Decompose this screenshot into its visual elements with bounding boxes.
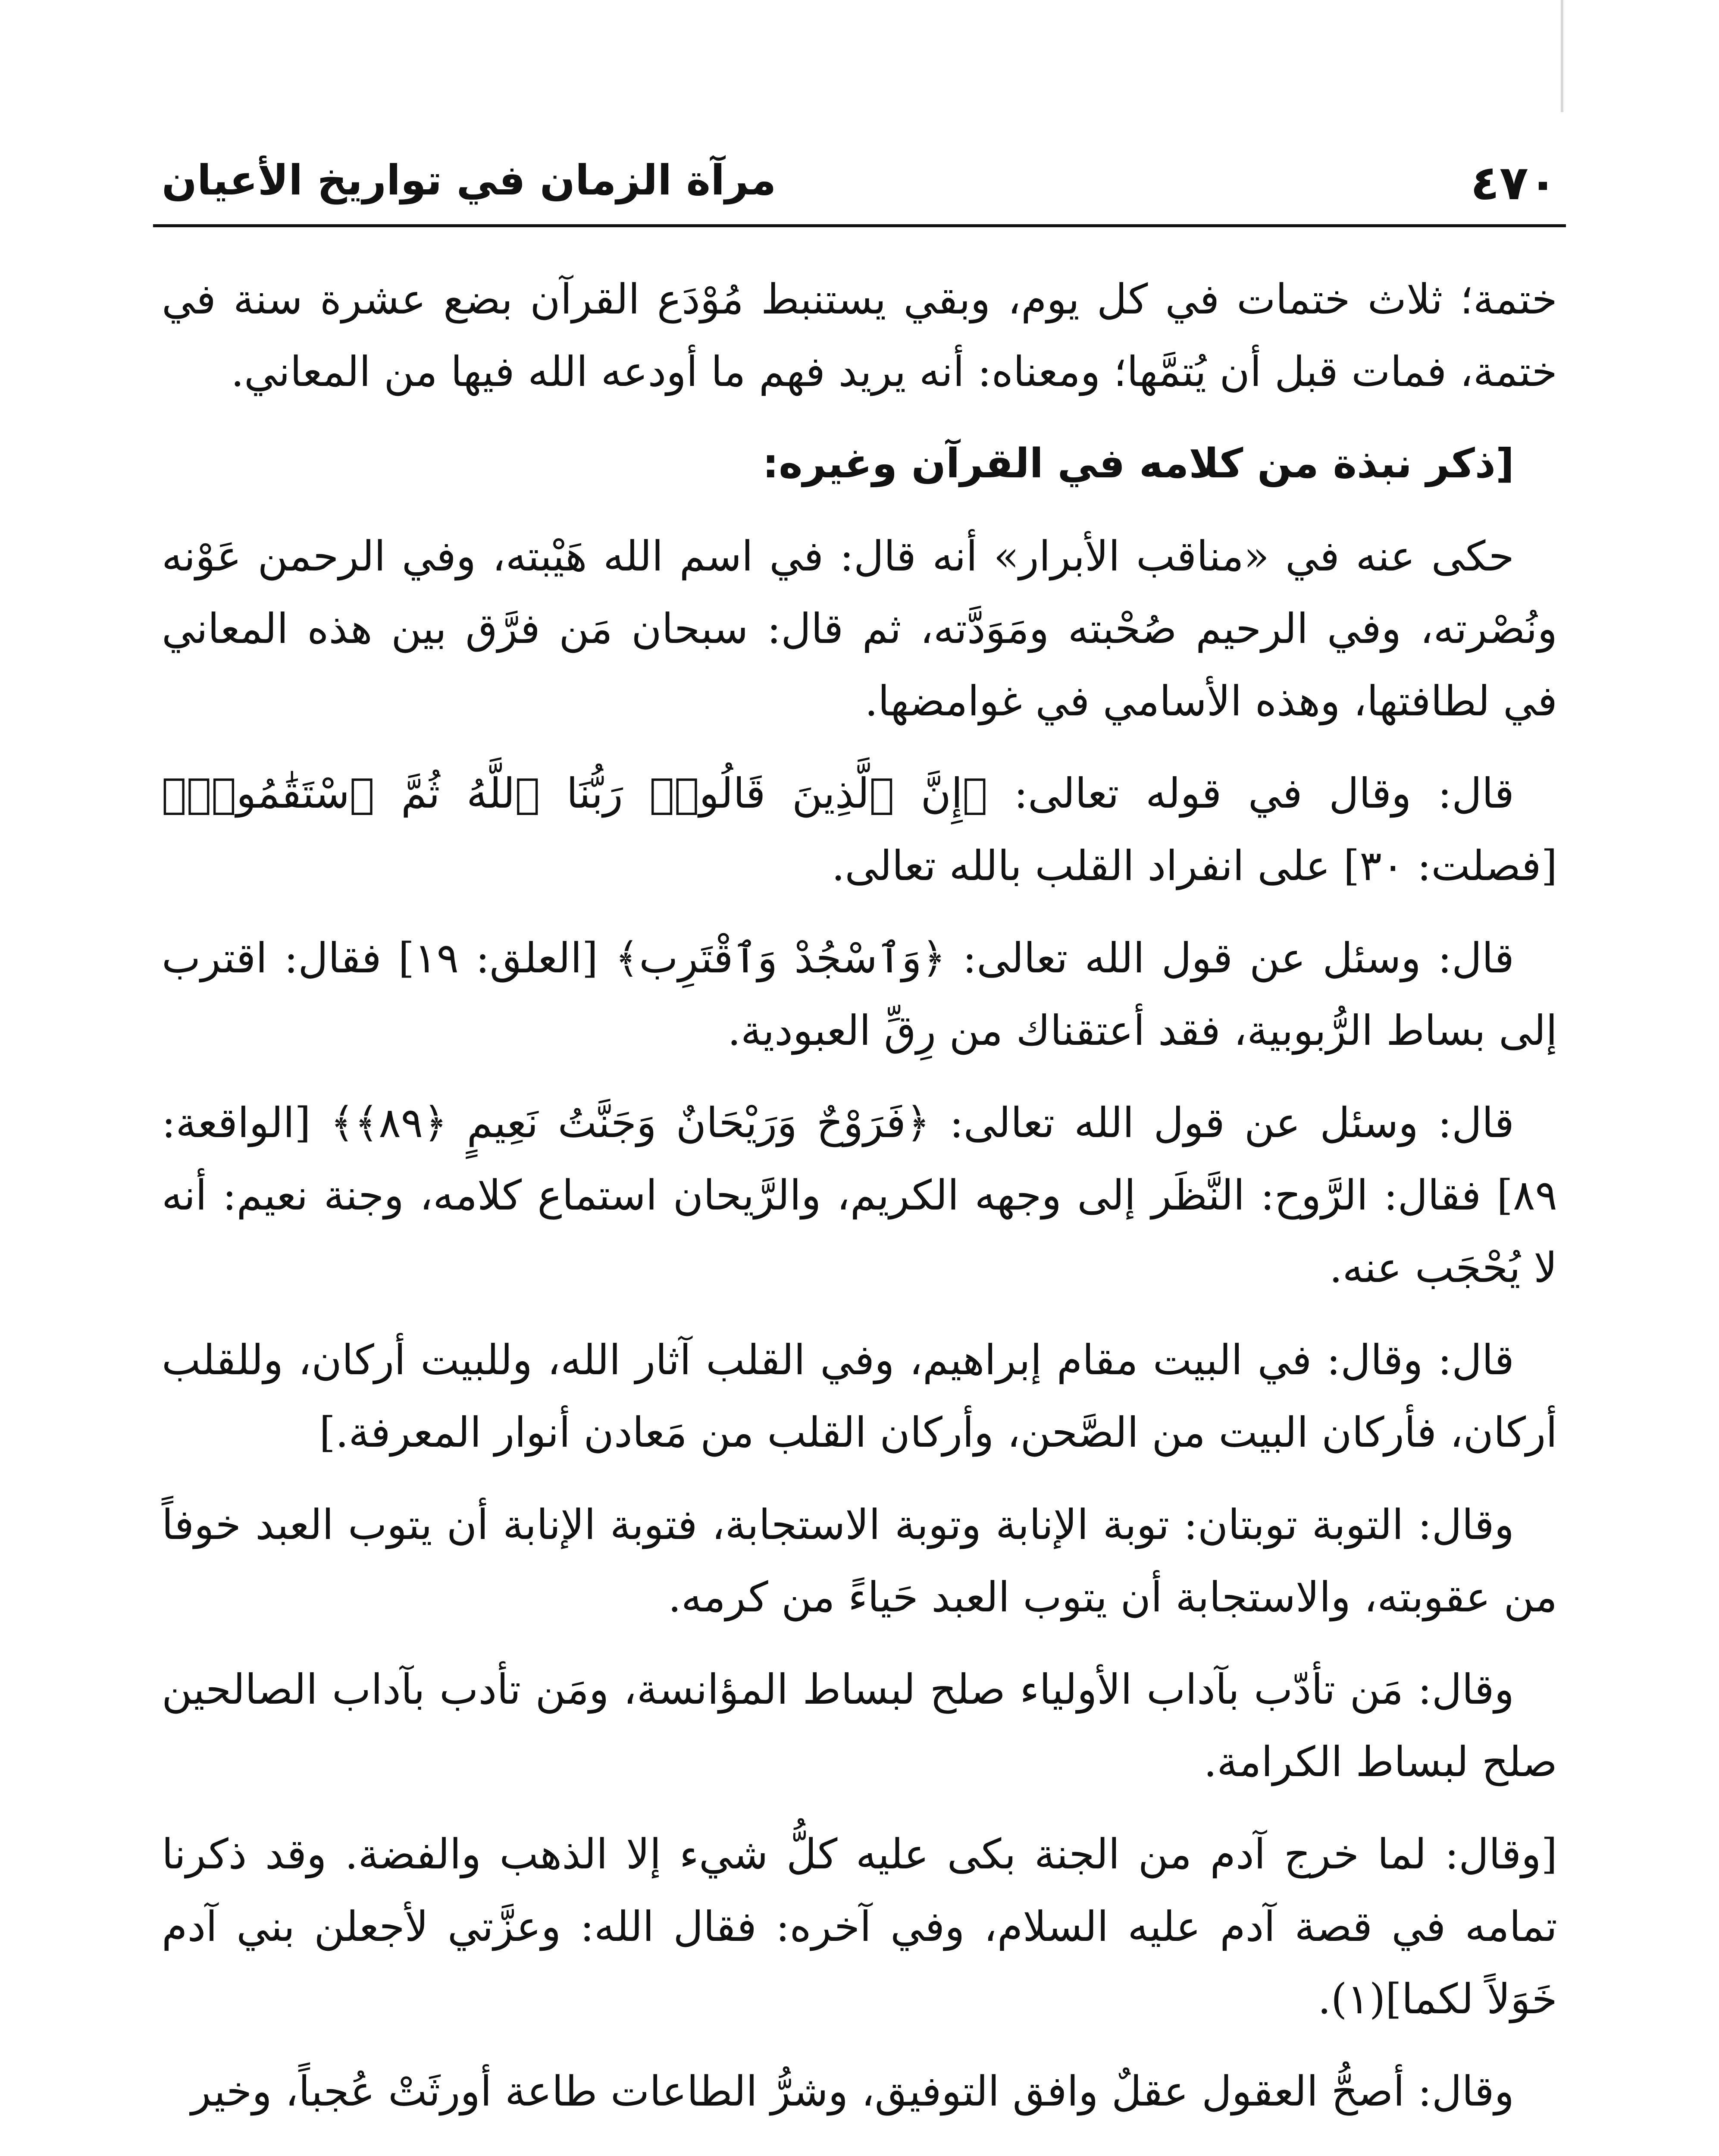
page-header xyxy=(153,151,1566,227)
paragraph-10: وقال: أصحُّ العقول عقلٌ وافق التوفيق، وشرُّ الطاعات طاعة أورثَتْ عُجباً، وخير xyxy=(191,2067,1514,2115)
page-number: ٤٧٠ xyxy=(1470,155,1557,210)
running-title: مرآة الزمان في تواريخ الأعيان xyxy=(162,156,777,204)
paragraph-6: قال: وقال: في البيت مقام إبراهيم، وفي القلب آثار الله، وللبيت أركان، وللقلب أركان، فأركان البيت من الصَّحن، وأركان القلب من مَعادن أنوار المعرفة.] xyxy=(162,1336,1557,1457)
paragraph-2: حكى عنه في «مناقب الأبرار» أنه قال: في اسم الله هَيْبته، وفي الرحمن عَوْنه ونُصْرته، وفي الرحيم صُحْبته ومَوَدَّته، ثم قال: سبحان مَن فرَّق بين هذه المعاني في لطافتها، وهذه الأسامي في غوامضها. xyxy=(162,532,1557,725)
section-heading: [ذكر نبذة من كلامه في القرآن وغيره: xyxy=(762,440,1514,487)
paragraph-8: وقال: مَن تأدّب بآداب الأولياء صلح لبساط المؤانسة، ومَن تأدب بآداب الصالحين صلح لبساط الكرامة. xyxy=(162,1665,1557,1786)
paragraph-7: وقال: التوبة توبتان: توبة الإنابة وتوبة الاستجابة، فتوبة الإنابة أن يتوب العبد خوفاً من عقوبته، والاستجابة أن يتوب العبد حَياءً من كرمه. xyxy=(162,1501,1557,1621)
paragraph-1: ختمة؛ ثلاث ختمات في كل يوم، وبقي يستنبط مُوْدَع القرآن بضع عشرة سنة في ختمة، فمات قبل أن يُتمَّها؛ ومعناه: أنه يريد فهم ما أودعه الله فيها من المعاني. xyxy=(162,275,1557,396)
paragraph-4: قال: وسئل عن قول الله تعالى: ﴿وَٱسْجُدْ وَٱقْتَرِب﴾ [العلق: ١٩] فقال: اقترب إلى بساط الرُّبوبية، فقد أعتقناك من رِقِّ العبودية. xyxy=(162,934,1557,1055)
paragraph-9: [وقال: لما خرج آدم من الجنة بكى عليه كلُّ شيء إلا الذهب والفضة. وقد ذكرنا تمامه في قصة آدم عليه السلام، وفي آخره: فقال الله: وعزَّتي لأجعلن بني آدم خَوَلاً لكما](١). xyxy=(162,1830,1557,2023)
scan-gutter-mark xyxy=(1561,0,1563,112)
paragraph-5: قال: وسئل عن قول الله تعالى: ﴿فَرَوْحٌ وَرَيْحَانٌ وَجَنَّتُ نَعِيمٍ ﴿٨٩﴾﴾ [الواقعة: ٨٩] فقال: الرَّوح: النَّظَر إلى وجهه الكريم، والرَّيحان استماع كلامه، وجنة نعيم: أنه لا يُحْجَب عنه. xyxy=(162,1099,1557,1292)
page-body xyxy=(162,263,1557,2147)
paragraph-3: قال: وقال في قوله تعالى: ﴿إِنَّ ٱلَّذِينَ قَالُوا۟ رَبُّنَا ٱللَّهُ ثُمَّ ٱسْتَقَٰمُوا۟﴾ [فصلت: ٣٠] على انفراد القلب بالله تعالى. xyxy=(162,769,1557,890)
